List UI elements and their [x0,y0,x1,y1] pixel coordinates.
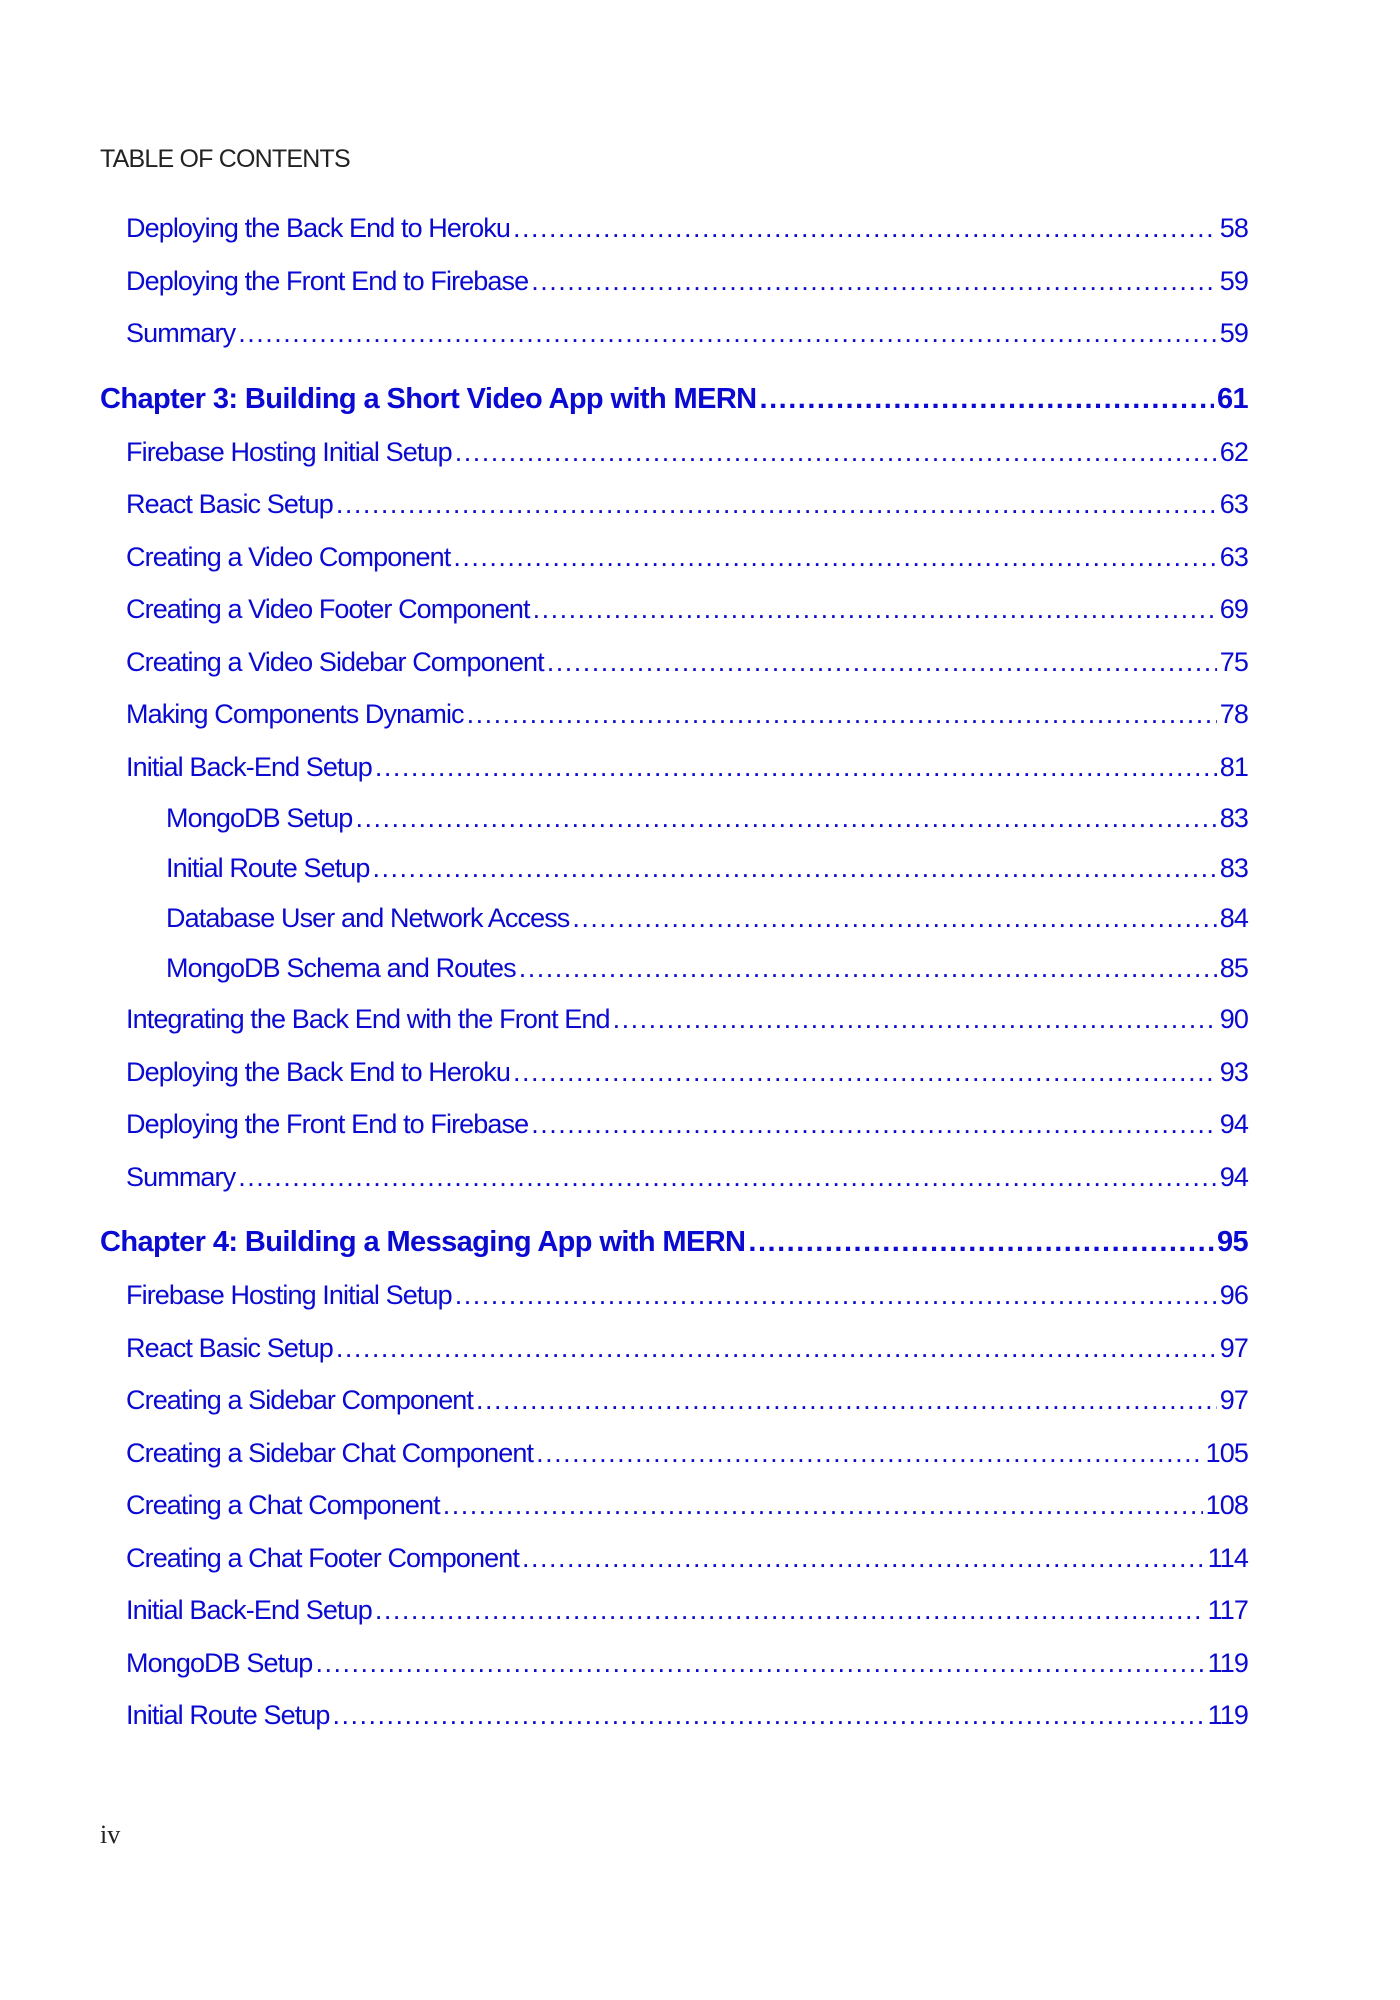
toc-entry-page: 97 [1219,1385,1248,1415]
toc-entry-page: 84 [1219,903,1248,933]
dot-leader [355,793,1216,843]
dot-leader [467,688,1217,741]
dot-leader [760,373,1214,426]
toc-entry[interactable] [100,1151,1248,1204]
toc-entry[interactable] [100,1637,1248,1690]
toc-entry[interactable] [100,636,1248,689]
toc-entry-page: 90 [1219,1004,1248,1034]
toc-entry-page: 119 [1207,1700,1248,1730]
toc-entry[interactable] [100,1269,1248,1322]
toc-entry-page: 117 [1207,1595,1248,1625]
toc-entry-title: Creating a Chat Footer Component [126,1542,519,1573]
toc-entry-title: Deploying the Back End to Heroku [126,1056,510,1087]
toc-entry-page: 59 [1219,265,1248,296]
toc-entry-title: Creating a Sidebar Component [126,1385,474,1415]
toc-entry[interactable] [100,843,1248,893]
toc-entry[interactable] [100,1479,1248,1532]
toc-entry-title: MongoDB Schema and Routes [166,953,516,983]
toc-entry[interactable] [100,943,1248,993]
dot-leader [455,426,1217,479]
dot-leader [375,741,1217,794]
toc-entry-title: Creating a Video Sidebar Component [126,646,544,677]
toc-entry-page: 81 [1219,751,1248,782]
table-of-contents [100,202,1248,1742]
toc-entry-title: Initial Route Setup [126,1700,330,1730]
toc-entry-title: MongoDB Setup [166,803,353,833]
toc-entry-page: 96 [1219,1280,1248,1310]
dot-leader [522,1532,1205,1585]
dot-leader [333,1689,1205,1742]
toc-entry-page: 114 [1207,1542,1248,1573]
toc-entry[interactable] [100,741,1248,794]
toc-entry-title: Database User and Network Access [166,903,570,933]
toc-entry[interactable] [100,531,1248,584]
dot-leader [513,1046,1217,1099]
dot-leader [476,1374,1217,1427]
toc-entry[interactable] [100,1532,1248,1585]
dot-leader [547,636,1217,689]
dot-leader [613,993,1217,1046]
toc-entry-page: 93 [1219,1056,1248,1087]
toc-entry-title: Making Components Dynamic [126,699,464,729]
toc-entry-page: 69 [1219,594,1248,624]
toc-entry-title: Firebase Hosting Initial Setup [126,436,452,467]
dot-leader [572,893,1216,943]
toc-entry-title: Summary [126,318,236,348]
toc-entry-title: React Basic Setup [126,489,333,519]
toc-entry-page: 78 [1219,699,1248,729]
running-header: TABLE OF CONTENTS [100,145,350,173]
toc-entry-page: 63 [1219,541,1248,572]
toc-entry-page: 94 [1219,1161,1248,1192]
toc-entry-title: Creating a Video Footer Component [126,594,530,624]
dot-leader [238,1151,1217,1204]
toc-entry-title: Initial Back-End Setup [126,751,372,782]
toc-entry-page: 61 [1216,382,1248,415]
dot-leader [531,255,1217,308]
toc-entry-title: Creating a Sidebar Chat Component [126,1437,534,1468]
dot-leader [375,1584,1205,1637]
toc-entry-title: React Basic Setup [126,1332,333,1363]
toc-entry-title: Creating a Video Component [126,541,451,572]
dot-leader [531,1098,1217,1151]
toc-entry-page: 94 [1219,1109,1248,1139]
dot-leader [455,1269,1217,1322]
toc-entry-page: 83 [1219,803,1248,833]
toc-entry[interactable] [100,793,1248,843]
toc-entry-page: 62 [1219,436,1248,467]
toc-entry-title: Chapter 3: Building a Short Video App with MERN [100,382,757,415]
toc-entry[interactable] [100,255,1248,308]
toc-entry-page: 97 [1219,1332,1248,1363]
toc-entry-page: 108 [1205,1490,1248,1520]
toc-entry-title: Creating a Chat Component [126,1490,440,1520]
toc-entry-page: 85 [1219,953,1248,983]
dot-leader [536,1427,1203,1480]
page-number: iv [100,1820,121,1849]
toc-entry[interactable] [100,1584,1248,1637]
dot-leader [533,583,1217,636]
dot-leader [373,843,1217,893]
toc-entry[interactable] [100,478,1248,531]
toc-entry[interactable] [100,1374,1248,1427]
toc-entry[interactable] [100,307,1248,360]
dot-leader [336,1322,1217,1375]
toc-chapter-entry[interactable] [100,373,1248,426]
toc-entry-page: 59 [1219,318,1248,348]
toc-entry[interactable] [100,893,1248,943]
toc-entry-title: Deploying the Front End to Firebase [126,265,529,296]
toc-entry-title: Deploying the Front End to Firebase [126,1109,529,1139]
dot-leader [453,531,1216,584]
toc-entry-title: Initial Back-End Setup [126,1595,372,1625]
toc-entry[interactable] [100,202,1248,255]
toc-entry[interactable] [100,688,1248,741]
toc-entry[interactable] [100,1427,1248,1480]
toc-entry-title: Summary [126,1161,236,1192]
toc-entry-title: Chapter 4: Building a Messaging App with MERN [100,1226,746,1258]
toc-entry[interactable] [100,1689,1248,1742]
toc-entry[interactable] [100,583,1248,636]
toc-entry-page: 83 [1219,853,1248,883]
toc-entry-page: 95 [1216,1226,1248,1258]
toc-entry-title: Integrating the Back End with the Front End [126,1004,610,1034]
toc-entry-page: 75 [1219,646,1248,677]
toc-entry[interactable] [100,993,1248,1046]
dot-leader [748,1216,1214,1269]
toc-entry-page: 58 [1219,213,1248,243]
toc-entry-title: Initial Route Setup [166,853,370,883]
toc-chapter-entry[interactable] [100,1216,1248,1269]
dot-leader [238,307,1217,360]
toc-entry-page: 63 [1219,489,1248,519]
dot-leader [315,1637,1204,1690]
toc-entry[interactable] [100,1046,1248,1099]
dot-leader [519,943,1217,993]
dot-leader [336,478,1217,531]
toc-entry[interactable] [100,1098,1248,1151]
toc-entry-title: MongoDB Setup [126,1647,313,1678]
dot-leader [443,1479,1203,1532]
toc-entry-title: Deploying the Back End to Heroku [126,213,510,243]
dot-leader [513,202,1217,255]
toc-entry-title: Firebase Hosting Initial Setup [126,1280,452,1310]
toc-entry[interactable] [100,1322,1248,1375]
toc-entry-page: 119 [1207,1647,1248,1678]
toc-entry[interactable] [100,426,1248,479]
toc-entry-page: 105 [1205,1437,1248,1468]
